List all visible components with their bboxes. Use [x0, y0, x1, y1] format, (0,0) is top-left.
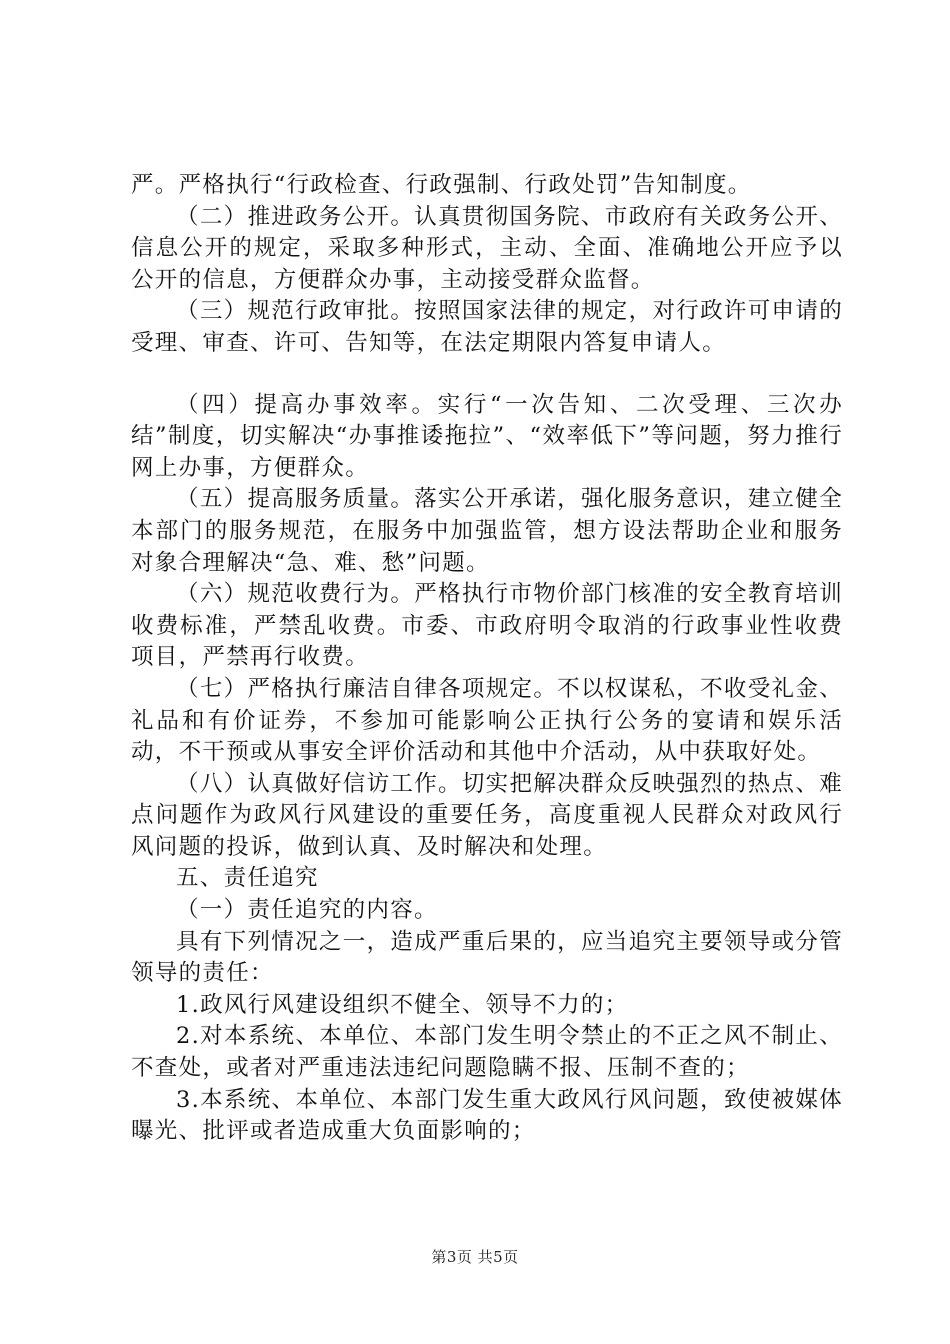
page-number-footer: 第3页 共5页: [431, 1248, 519, 1266]
list-item-3: 3.本系统、本单位、本部门发生重大政风行风问题，致使被媒体曝光、批评或者造成重大负面影响的；: [131, 1086, 843, 1145]
paragraph-item-2: （二）推进政务公开。认真贯彻国务院、市政府有关政务公开、信息公开的规定，采取多种形式，主动、全面、准确地公开应予以公开的信息，方便群众办事，主动接受群众监督。: [131, 203, 843, 293]
section-heading: 五、责任追究: [176, 865, 319, 892]
paragraph-conditions: 具有下列情况之一，造成严重后果的，应当追究主要领导或分管领导的责任：: [131, 928, 843, 987]
list-item-2: 2.对本系统、本单位、本部门发生明令禁止的不正之风不制止、不查处，或者对严重违法违纪问题隐瞒不报、压制不查的；: [131, 1023, 843, 1082]
paragraph-item-8: （八）认真做好信访工作。切实把解决群众反映强烈的热点、难点问题作为政风行风建设的重要任务，高度重视人民群众对政风行风问题的投诉，做到认真、及时解决和处理。: [131, 770, 843, 860]
subsection-heading: （一）责任追究的内容。: [176, 897, 438, 924]
paragraph-item-4: （四）提高办事效率。实行“一次告知、二次受理、三次办结”制度，切实解决“办事推诿拖拉”、“效率低下”等问题，努力推行网上办事，方便群众。: [131, 391, 843, 481]
document-body: [131, 170, 843, 1148]
paragraph-continuation: 严。严格执行“行政检查、行政强制、行政处罚”告知制度。: [131, 172, 752, 198]
paragraph-item-3: （三）规范行政审批。按照国家法律的规定，对行政许可申请的受理、审查、许可、告知等，在法定期限内答复申请人。: [131, 298, 843, 356]
paragraph-item-7: （七）严格执行廉洁自律各项规定。不以权谋私，不收受礼金、礼品和有价证券，不参加可能影响公正执行公务的宴请和娱乐活动，不干预或从事安全评价活动和其他中介活动，从中获取好处。: [131, 675, 843, 766]
paragraph-item-5: （五）提高服务质量。落实公开承诺，强化服务意识，建立健全本部门的服务规范，在服务中加强监管，想方设法帮助企业和服务对象合理解决“急、难、愁”问题。: [131, 486, 843, 576]
list-item-1: 1.政风行风建设组织不健全、领导不力的；: [176, 991, 629, 1018]
paragraph-item-6: （六）规范收费行为。严格执行市物价部门核准的安全教育培训收费标准，严禁乱收费。市委、市政府明令取消的行政事业性收费项目，严禁再行收费。: [131, 581, 843, 671]
